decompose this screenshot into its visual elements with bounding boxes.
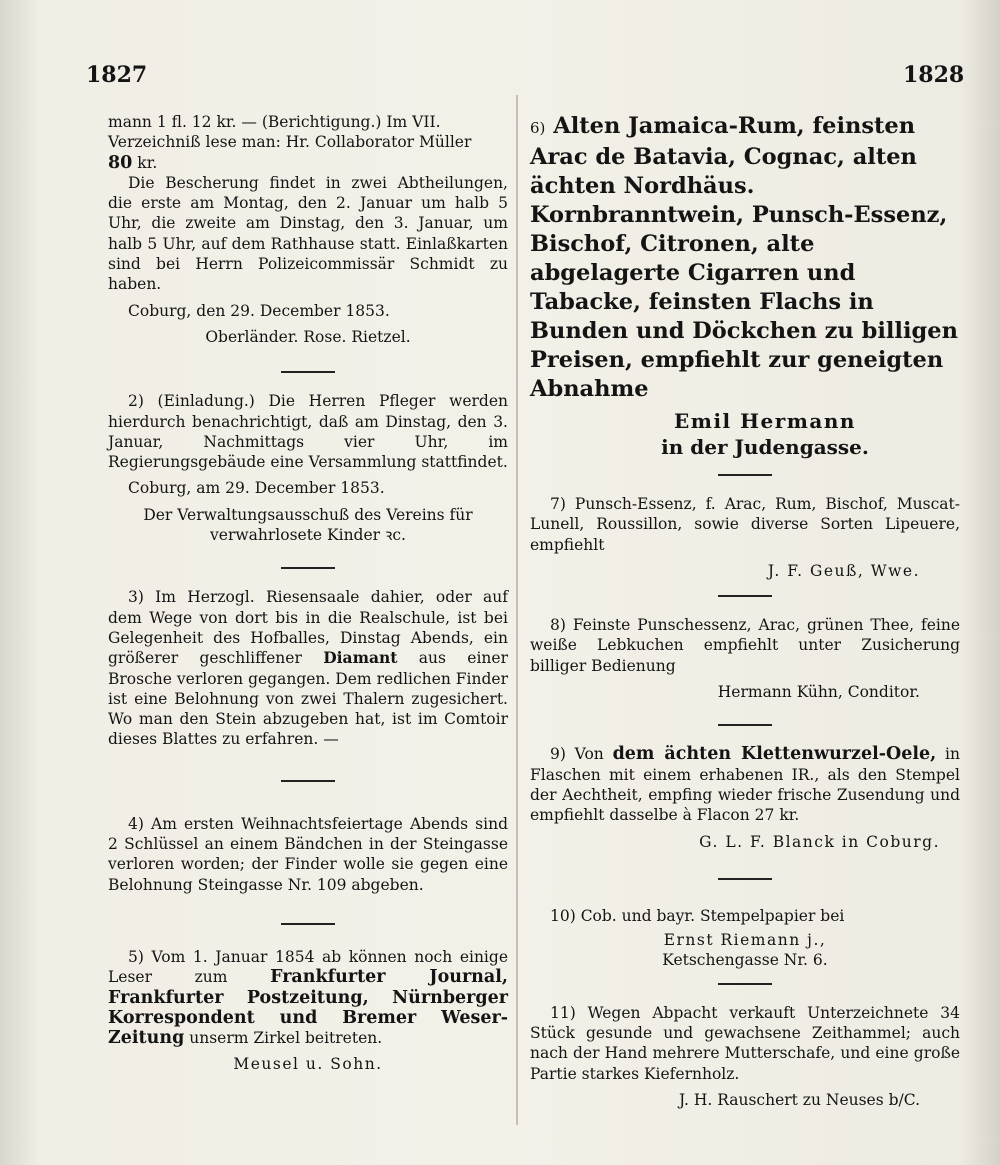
ad11-body: 11) Wegen Abpacht verkauft Unterzeichnete 34 Stück gesunde und gewachsene Zeithammel; auch nach der Hand mehrere Mutterschafe, und eine große Partie starkes Kiefernholz. (530, 1003, 960, 1083)
ad10-signer-name: Ernst Riemann j., (663, 931, 827, 950)
page-number-right: 1828 (903, 62, 965, 88)
ad1-amount: 80 (108, 152, 133, 173)
separator-rule (281, 371, 335, 373)
ad3-text-before: 3) Im Herzogl. Riesensaale dahier, oder auf dem Wege von dort bis in die Realschule, ist bei Gelegenheit des Hofballes, Dinstag Abends, ein größerer geschliffener (108, 588, 508, 668)
ad7-body: 7) Punsch-Essenz, f. Arac, Rum, Bischof, Muscat-Lunell, Roussillon, sowie diverse Sorten Lipeuere, empfiehlt (530, 495, 960, 554)
ad2-signer: Der Verwaltungsausschuß des Vereins für verwahrlosete Kinder ꝛc. (143, 505, 473, 545)
ad1-signers: Oberländer. Rose. Rietzel. (205, 327, 411, 346)
ad8-body: 8) Feinste Punschessenz, Arac, grünen Thee, feine weiße Lebkuchen empfiehlt unter Zusicherung billiger Bedienung (530, 616, 960, 675)
ad3-body (108, 587, 508, 749)
ad2-place-date: Coburg, am 29. December 1853. (128, 479, 385, 498)
ad9-body (530, 744, 960, 825)
right-column (530, 112, 960, 1110)
ad6-number: 6) (530, 119, 546, 137)
ad5-text-before: 5) Vom 1. Januar 1854 ab können noch einige Leser zum (108, 947, 508, 987)
ad6-body (530, 112, 960, 404)
ad1-place-date: Coburg, den 29. December 1853. (128, 301, 390, 320)
page-number-left: 1827 (86, 62, 148, 88)
ad6-signer-name: Emil Hermann (674, 409, 856, 433)
separator-rule (281, 780, 335, 782)
ad10-signer-place: Ketschengasse Nr. 6. (662, 951, 828, 970)
ad1-line2: Verzeichniß lese man: Hr. Collaborator Müller (108, 133, 472, 152)
separator-rule (281, 923, 335, 925)
separator-rule (281, 567, 335, 569)
ad3-text-after: aus einer Brosche verloren gegangen. Dem redlichen Finder ist eine Belohnung von zwei Thalern zugesichert. Wo man den Stein abzugeben hat, ist im Comtoir dieses Blattes zu erfahren. — (108, 649, 508, 749)
separator-rule (718, 474, 772, 476)
ad1-line3 (108, 153, 508, 173)
ad7-signer: J. F. Geuß, Wwe. (767, 561, 920, 580)
ad5-signer: Meusel u. Sohn. (233, 1055, 383, 1074)
ad2-body: 2) (Einladung.) Die Herren Pfleger werden hierdurch benachrichtigt, daß am Dinstag, den 3. Januar, Nachmittags vier Uhr, im Regierungsgebäude eine Versammlung stattfindet. (108, 392, 508, 472)
ad9-product: dem ächten Klettenwurzel-Oele, (612, 744, 937, 765)
ad5-text-after: unserm Zirkel beitreten. (189, 1029, 383, 1048)
ad11-signer: J. H. Rauschert zu Neuses b/C. (678, 1090, 920, 1109)
ad9-text-before: 9) Von (550, 745, 604, 764)
ad1-unit: kr. (137, 153, 158, 172)
ad6-text: Alten Jamaica-Rum, feinsten Arac de Batavia, Cognac, alten ächten Nordhäus. Kornbranntwein, Punsch-Essenz, Bischof, Citronen, alte abgelagerte Cigarren und Tabacke, feinsten Flachs in Bunden und Döckchen zu billigen Preisen, empfiehlt zur geneigten Abnahme (530, 113, 958, 402)
ad1-body: Die Bescherung findet in zwei Abtheilungen, die erste am Montag, den 2. Januar um halb 5 Uhr, die zweite am Dinstag, den 3. Januar, um halb 5 Uhr, auf dem Rathhause statt. Einlaßkarten sind bei Herrn Polizeicommissär Schmidt zu haben. (108, 173, 508, 294)
separator-rule (718, 595, 772, 597)
separator-rule (718, 878, 772, 880)
separator-rule (718, 724, 772, 726)
ad10-body: 10) Cob. und bayr. Stempelpapier bei (550, 906, 845, 925)
ad1-line1: mann 1 fl. 12 kr. — (Berichtigung.) Im VII. (108, 113, 441, 131)
ad4-body: 4) Am ersten Weihnachtsfeiertage Abends sind 2 Schlüssel an einem Bändchen in der Steingasse verloren worden; der Finder wolle sie gegen eine Belohnung Steingasse Nr. 109 abgeben. (108, 814, 508, 894)
ad9-text-after: in Flaschen mit einem erhabenen IR., als den Stempel der Aechtheit, empfing wieder frische Zusendung und empfiehlt dasselbe à Flacon 27 kr. (530, 745, 960, 825)
ad9-signer: G. L. F. Blanck in Coburg. (699, 832, 940, 851)
left-column (108, 112, 508, 1075)
ad5-body (108, 947, 508, 1048)
ad6-signer-place: in der Judengasse. (661, 435, 869, 459)
separator-rule (718, 983, 772, 985)
ad3-diamant: Diamant (323, 648, 398, 668)
column-divider (516, 95, 518, 1125)
ad5-newspapers: Frankfurter Journal, Frankfurter Postzeitung, Nürnberger Korrespondent und Bremer Weser-Zeitung (108, 967, 508, 1049)
ad8-signer: Hermann Kühn, Conditor. (717, 683, 920, 702)
